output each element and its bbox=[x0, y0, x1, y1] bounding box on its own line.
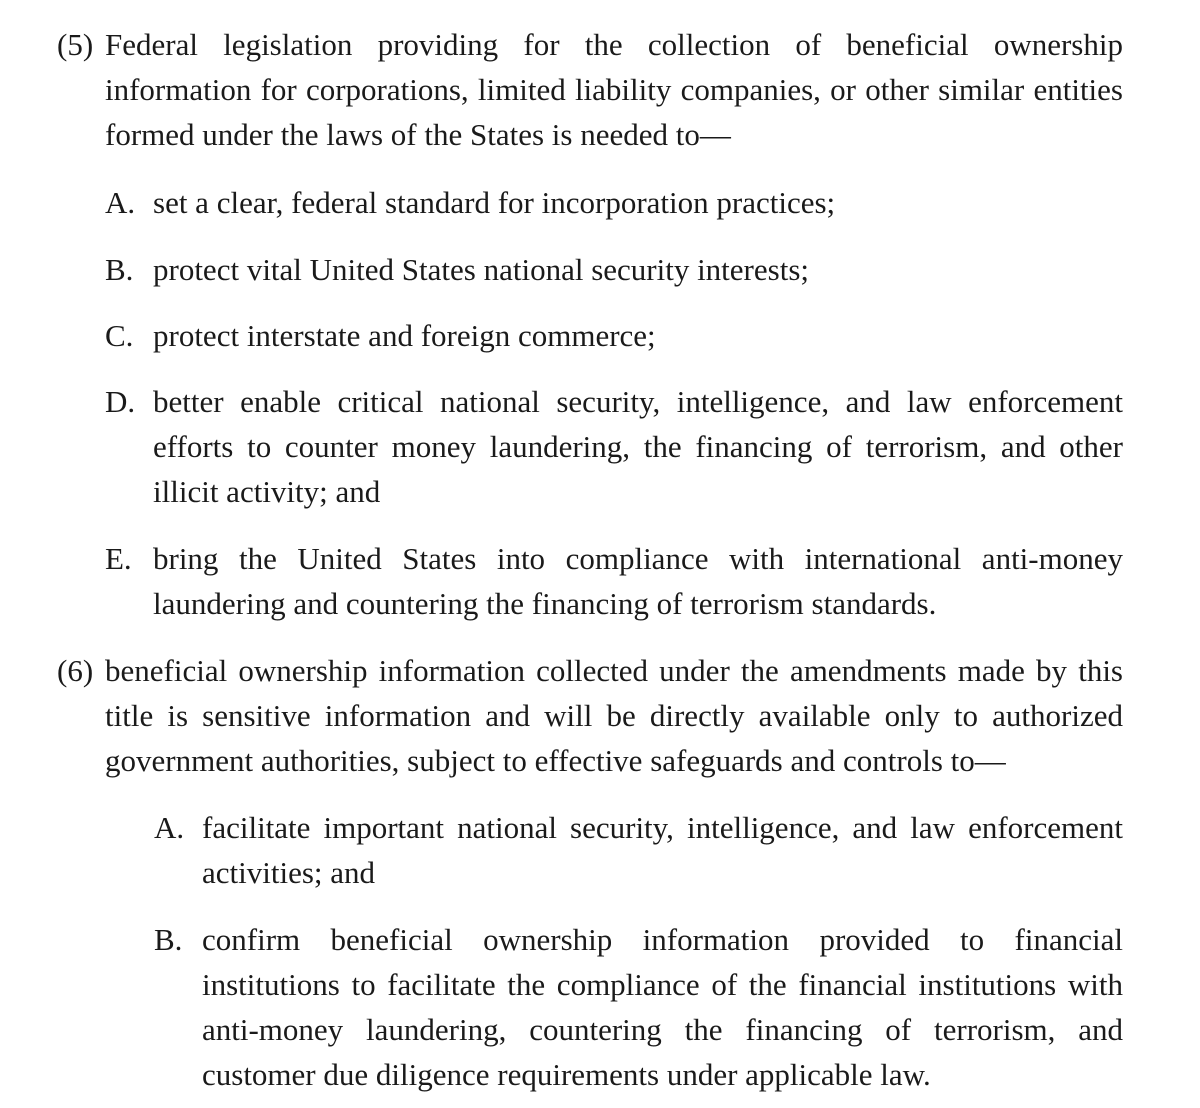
list-item-5d bbox=[105, 379, 1123, 514]
list-item-letter: C. bbox=[105, 318, 134, 353]
list-item-5a bbox=[105, 180, 1123, 225]
list-item-5b bbox=[105, 247, 1123, 292]
list-item-letter: D. bbox=[105, 384, 136, 419]
paragraph-6-text: beneficial ownership information collected under the amendments made by this title is sensitive information and will be directly available only to authorized government authorities, subject to effective safeguards and controls to— bbox=[105, 653, 1123, 778]
paragraph-6-number: (6) bbox=[57, 653, 94, 688]
list-item-letter: A. bbox=[154, 810, 185, 845]
list-item-text: facilitate important national security, intelligence, and law enforcement activities; and bbox=[202, 810, 1123, 890]
list-item-text: set a clear, federal standard for incorporation practices; bbox=[153, 185, 836, 220]
paragraph-5-number: (5) bbox=[57, 27, 94, 62]
paragraph-6 bbox=[57, 648, 1123, 783]
list-item-text: bring the United States into compliance with international anti-money laundering and countering the financing of terrorism standards. bbox=[153, 541, 1123, 621]
list-item-text: confirm beneficial ownership information provided to financial institutions to facilitate the compliance of the financial institutions with anti-money laundering, countering the financing of terrorism, and customer due diligence requirements under applicable law. bbox=[202, 922, 1123, 1092]
list-item-6a bbox=[154, 805, 1123, 895]
list-item-letter: A. bbox=[105, 185, 136, 220]
list-item-letter: B. bbox=[105, 252, 134, 287]
list-item-5e bbox=[105, 536, 1123, 626]
list-item-5c bbox=[105, 313, 1123, 358]
list-item-6b bbox=[154, 917, 1123, 1097]
list-item-text: protect vital United States national security interests; bbox=[153, 252, 809, 287]
list-item-letter: E. bbox=[105, 541, 132, 576]
paragraph-5-text: Federal legislation providing for the collection of beneficial ownership information for corporations, limited liability companies, or other similar entities formed under the laws of the States is needed to— bbox=[105, 27, 1123, 152]
list-item-text: protect interstate and foreign commerce; bbox=[153, 318, 656, 353]
paragraph-5 bbox=[57, 22, 1123, 157]
list-item-text: better enable critical national security, intelligence, and law enforcement efforts to counter money laundering, the financing of terrorism, and other illicit activity; and bbox=[153, 384, 1123, 509]
list-item-letter: B. bbox=[154, 922, 183, 957]
